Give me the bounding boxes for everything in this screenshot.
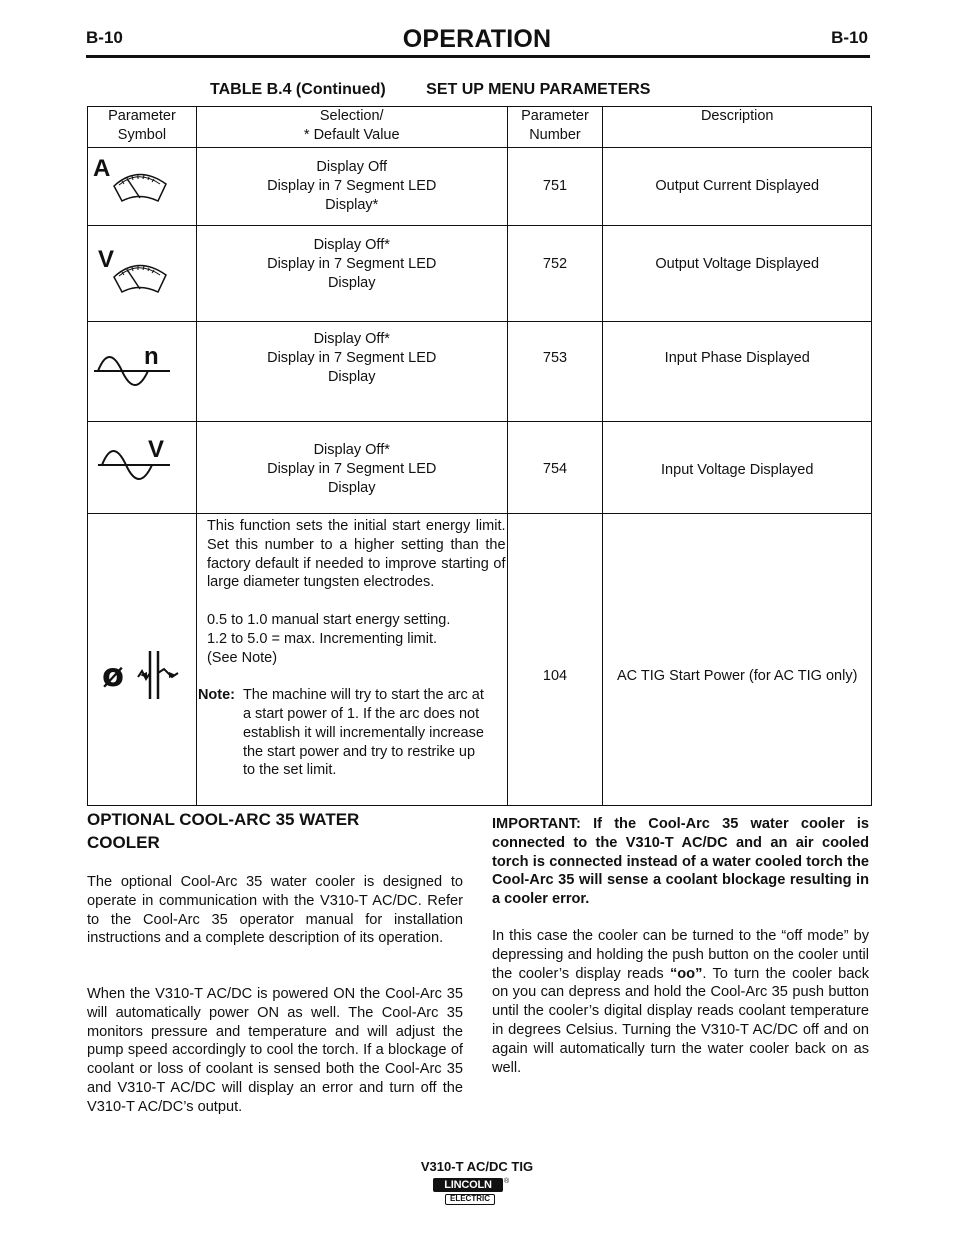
svg-text:V: V (98, 245, 115, 273)
symbol-cell (88, 422, 197, 514)
start-power-note (198, 686, 506, 780)
symbol-cell (88, 148, 197, 226)
svg-text:V: V (148, 435, 165, 463)
description-cell: Input Voltage Displayed (603, 422, 872, 514)
footer-model-name: V310-T AC/DC TIG (420, 1159, 534, 1174)
svg-text:ø: ø (102, 655, 124, 694)
parameter-number-cell: 752 (507, 226, 603, 322)
logo-lincoln: LINCOLN (433, 1178, 503, 1192)
symbol-cell (88, 226, 197, 322)
header-rule (86, 55, 870, 58)
start-power-intro: This function sets the initial start energy limit. Set this number to a higher setting than the factory default if needed to improve starting of large diameter tungsten electrodes. (206, 518, 506, 591)
description-cell: Input Phase Displayed (603, 322, 872, 422)
selection-cell: Display Off* Display in 7 Segment LED Display (196, 422, 507, 514)
selection-cell: Display Off* Display in 7 Segment LED Display (196, 226, 507, 322)
description-cell: AC TIG Start Power (for AC TIG only) (603, 514, 872, 806)
svg-text:n: n (144, 342, 159, 370)
table-header-row (88, 107, 872, 148)
header-description: Description (603, 107, 872, 148)
symbol-cell (88, 322, 197, 422)
table-row (88, 322, 872, 422)
selection-cell: This function sets the initial start energy limit. Set this number to a higher setting than the factory default if needed to improve starting of large diameter tungsten electrodes. 0.5 to 1.0 manual start energy setting. 1.2 to 5.0 = max. Incrementing limit. (See Note) Note: The machine will try to start the arc at a start power of 1. If the arc does not establish it will incrementally increase the start power and try to restrike up to the set limit. (196, 514, 507, 806)
lincoln-electric-logo (433, 1178, 511, 1205)
table-caption (210, 81, 650, 99)
selection-cell: Display Off Display in 7 Segment LED Display* (196, 148, 507, 226)
logo-electric: ELECTRIC (445, 1194, 495, 1205)
svg-text:A: A (93, 154, 111, 182)
description-cell: Output Voltage Displayed (603, 226, 872, 322)
page-number-right: B-10 (831, 28, 868, 47)
note-text: The machine will try to start the arc at a start power of 1. If the arc does not establish it will incrementally increase the start power and try to restrike up to the set limit. (242, 687, 484, 779)
symbol-cell (88, 514, 197, 806)
table-caption-title: SET UP MENU PARAMETERS (426, 81, 651, 98)
display-reading: “oo” (669, 965, 703, 982)
input-voltage-sine-icon (92, 433, 174, 497)
input-phase-sine-icon (92, 337, 174, 401)
table-row (88, 226, 872, 322)
parameter-number-cell: 754 (507, 422, 603, 514)
header-selection: Selection/ * Default Value (196, 107, 507, 148)
header-parameter-number: Parameter Number (507, 107, 603, 148)
section-title: OPTIONAL COOL-ARC 35 WATER COOLER (87, 810, 360, 852)
cooler-intro-paragraph: The optional Cool-Arc 35 water cooler is designed to operate in communication with the V310-T AC/DC. Refer to the Cool-Arc 35 operator manual for installation instructions and a complete description of its operation. (87, 874, 463, 947)
header-parameter-symbol: Parameter Symbol (88, 107, 197, 148)
page-title: OPERATION (402, 25, 552, 53)
parameter-number-cell: 751 (507, 148, 603, 226)
parameter-number-cell: 753 (507, 322, 603, 422)
setup-menu-parameters-table (87, 106, 872, 806)
table-row (88, 422, 872, 514)
table-row (88, 148, 872, 226)
cooler-power-paragraph: When the V310-T AC/DC is powered ON the Cool-Arc 35 will automatically power ON as well. The Cool-Arc 35 monitors pressure and temperature and will adjust the pump speed accordingly to cool the torch. If a blockage of coolant or loss of coolant is sensed both the Cool-Arc 35 and V310-T AC/DC will display an error and turn off the V310-T AC/DC’s output. (87, 986, 463, 1115)
description-cell: Output Current Displayed (603, 148, 872, 226)
page-number-left: B-10 (86, 28, 123, 47)
start-power-icon (92, 643, 182, 707)
logo-registered: ® (504, 1178, 510, 1185)
parameter-number-cell: 104 (507, 514, 603, 806)
table-row (88, 514, 872, 806)
table-caption-number: TABLE B.4 (Continued) (210, 81, 386, 98)
output-voltage-meter-icon (92, 239, 172, 303)
important-notice: IMPORTANT: If the Cool-Arc 35 water cooler is connected to the V310-T AC/DC and an air cooled torch is connected instead of a water cooled torch the Cool-Arc 35 will sense a coolant blockage resulting in a cooler error. (492, 816, 869, 908)
note-label: Note: (197, 687, 236, 704)
selection-cell: Display Off* Display in 7 Segment LED Display (196, 322, 507, 422)
cooler-off-mode-paragraph: In this case the cooler can be turned to the “off mode” by depressing and holding the push button on the cooler until the cooler’s display reads “oo”. To turn the cooler back on you can depress and hold the Cool-Arc 35 push button until the cooler’s digital display reads coolant temperature in degrees Celsius. Turning the V310-T AC/DC off and on again will automatically turn the water cooler back on as well. (492, 928, 869, 1076)
output-current-meter-icon (92, 154, 172, 214)
